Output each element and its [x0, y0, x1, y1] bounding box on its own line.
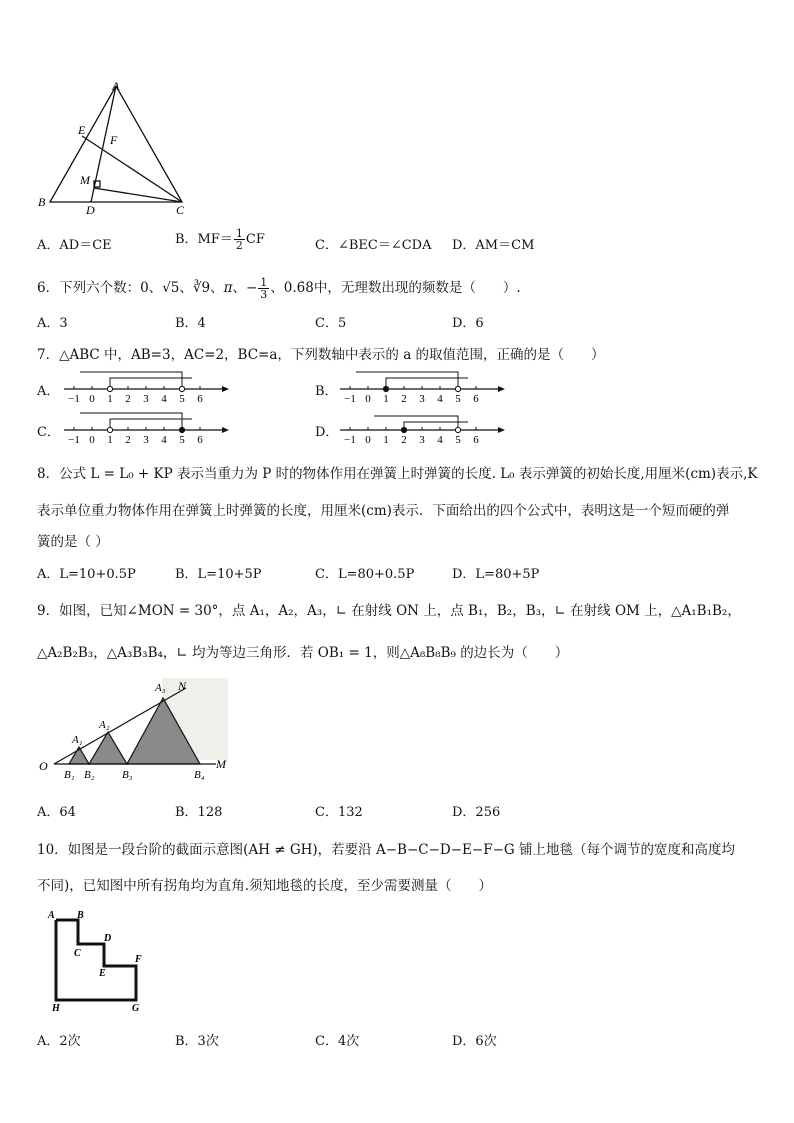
- q6-cbrt9: ∛9: [192, 280, 211, 296]
- fig9-label-b3: B₃: [122, 769, 133, 781]
- q9-option-c: C．132: [315, 805, 363, 820]
- q5-fraction-denominator: 2: [235, 239, 243, 252]
- fig9-label-a2: A₂: [99, 719, 110, 731]
- q6-neg: −: [245, 280, 258, 296]
- tick-label: 4: [161, 434, 167, 446]
- q6-stem-end: 中，无理数出现的频数是（ ）.: [313, 280, 521, 296]
- fig9-label-m: M: [216, 757, 226, 771]
- q8-option-b: B．L=10+5P: [175, 567, 262, 582]
- q5-option-b-prefix: B．MF＝: [175, 232, 233, 247]
- fig10-label-d: D: [104, 933, 112, 944]
- q10-option-d: D．6次: [452, 1034, 497, 1049]
- fig5-label-a: A: [112, 79, 120, 93]
- q6-option-b: B．4: [175, 316, 206, 331]
- tick-label: 5: [455, 393, 461, 405]
- q9-option-a: A．64: [37, 805, 76, 820]
- tick-label: 0: [365, 434, 371, 446]
- fig9-label-a3: A₃: [155, 682, 166, 694]
- tick-label: −1: [68, 393, 80, 405]
- q7-option-b-label: B．: [315, 384, 338, 399]
- fig10-label-g: G: [132, 1003, 140, 1014]
- q6-sep: 、: [210, 280, 224, 296]
- q7-axis-c: [64, 413, 229, 446]
- q9-triangles-figure: [36, 676, 236, 786]
- q7-axis-b: [340, 372, 505, 405]
- q10-option-b: B．3次: [175, 1034, 219, 1049]
- fig10-label-b: B: [77, 910, 84, 921]
- tick-label: 3: [419, 393, 425, 405]
- tick-label: 0: [89, 393, 95, 405]
- tick-label: 1: [383, 434, 389, 446]
- tick-label: 2: [401, 393, 407, 405]
- tick-label: 2: [125, 434, 131, 446]
- axis-arrow: [222, 386, 229, 392]
- q5-option-b-suffix: CF: [245, 232, 265, 247]
- tick-label: 5: [179, 434, 185, 446]
- tick-label: 2: [125, 393, 131, 405]
- q6-sep: 、: [179, 280, 193, 296]
- open-endpoint: [179, 386, 184, 391]
- q9-line-2: △A₂B₂B₃，△A₃B₃B₄，∟ 均为等边三角形．若 OB₁ = 1，则△A₈B₈B₉ 的边长为（ ）: [37, 645, 569, 661]
- tick-label: 1: [383, 393, 389, 405]
- axis-arrow: [222, 427, 229, 433]
- tick-label: 4: [437, 434, 443, 446]
- fig10-label-c: C: [74, 948, 81, 959]
- fig5-label-d: D: [86, 203, 95, 216]
- range-bracket-right: [80, 372, 182, 389]
- tick-label: −1: [344, 434, 356, 446]
- tick-label: 5: [455, 434, 461, 446]
- q7-numberline-c: [62, 410, 232, 450]
- tick-label: 3: [143, 393, 149, 405]
- tick-label: 2: [401, 434, 407, 446]
- q5-option-b-fraction: [234, 228, 245, 251]
- fig5-label-e: E: [78, 123, 86, 137]
- q7-numberline-b: [338, 369, 508, 409]
- q6-pi: π: [223, 280, 233, 296]
- tick-label: 3: [143, 434, 149, 446]
- q8-option-c: C．L=80+0.5P: [315, 567, 415, 582]
- tick-label: −1: [344, 393, 356, 405]
- tick-label: 5: [179, 393, 185, 405]
- q6-option-a: A．3: [37, 316, 68, 331]
- fig5-label-c: C: [176, 203, 185, 216]
- q5-option-c: C．∠BEC＝∠CDA: [315, 238, 432, 253]
- fig9-label-b4: B₄: [194, 769, 205, 781]
- q8-line-2: 表示单位重力物体作用在弹簧上时弹簧的长度，用厘米(cm)表示．下面给出的四个公式中，表明这是一个短而硬的弹: [37, 503, 730, 519]
- fig9-label-a1: A₁: [72, 734, 83, 746]
- tick-label: 6: [473, 434, 479, 446]
- range-bracket-right: [374, 416, 458, 430]
- fig10-label-h: H: [52, 1003, 60, 1014]
- q7-stem: 7．△ABC 中，AB=3，AC=2，BC=a，下列数轴中表示的 a 的取值范围，正确的是（ ）: [37, 347, 605, 363]
- tick-label: 1: [107, 393, 113, 405]
- axis-arrow: [498, 386, 505, 392]
- q7-option-d-label: D．: [315, 425, 339, 440]
- q8-line-1: 8．公式 L = L₀ + KP 表示当重力为 P 时的物体作用在弹簧上时弹簧的长度. L₀ 表示弹簧的初始长度,用厘米(cm)表示,K: [37, 466, 758, 482]
- closed-endpoint: [179, 427, 184, 432]
- q6-repeating-decimal: 0.6̇8: [283, 280, 314, 296]
- fig9-label-n: N: [178, 679, 187, 693]
- fig10-label-e: E: [99, 968, 106, 979]
- range-bracket-right: [80, 413, 182, 430]
- q8-option-a: A．L=10+0.5P: [37, 567, 136, 582]
- q5-fraction-numerator: 1: [235, 227, 243, 240]
- fig5-label-m: M: [80, 173, 90, 187]
- tick-label: 1: [107, 434, 113, 446]
- fig10-label-a: A: [48, 910, 55, 921]
- q7-numberline-a: [62, 369, 232, 409]
- q6-sep: 、: [232, 280, 246, 296]
- q6-stem-start: 6．下列六个数：0、: [37, 280, 163, 296]
- q10-option-a: A．2次: [37, 1034, 81, 1049]
- q6-fraction-denominator: 3: [260, 288, 268, 301]
- open-endpoint: [107, 427, 112, 432]
- q6-sqrt5: √5: [162, 280, 180, 296]
- tick-label: 4: [161, 393, 167, 405]
- range-bracket-right: [356, 372, 458, 389]
- q9-option-b: B．128: [175, 805, 223, 820]
- fig9-label-b2: B₂: [84, 769, 95, 781]
- q6-option-c: C．5: [315, 316, 347, 331]
- q7-axis-a: [64, 372, 229, 405]
- q6-fraction-numerator: 1: [260, 276, 268, 289]
- fig9-label-b1: B₁: [64, 769, 75, 781]
- tick-label: 3: [419, 434, 425, 446]
- q9-option-d: D．256: [452, 805, 501, 820]
- q5-triangle-figure: [34, 78, 194, 216]
- tick-label: 6: [197, 434, 203, 446]
- q7-option-c-label: C．: [37, 425, 60, 440]
- q10-line-1: 10．如图是一段台阶的截面示意图(AH ≠ GH)，若要沿 A−B−C−D−E−F−G 铺上地毯（每个调节的宽度和高度均: [37, 842, 735, 858]
- tick-label: 0: [365, 393, 371, 405]
- tick-label: −1: [68, 434, 80, 446]
- open-endpoint: [107, 386, 112, 391]
- open-endpoint: [455, 386, 460, 391]
- q5-option-b: [175, 228, 265, 251]
- q10-option-c: C．4次: [315, 1034, 360, 1049]
- tick-label: 0: [89, 434, 95, 446]
- q10-stairs-figure: [44, 904, 164, 1016]
- fig5-label-f: F: [110, 133, 118, 147]
- q6-stem: [37, 276, 521, 300]
- q6-sep: 、: [270, 280, 284, 296]
- q10-line-2: 不同)，已知图中所有拐角均为直角.须知地毯的长度，至少需要测量（ ）: [37, 878, 493, 894]
- q5-option-a: A．AD＝CE: [37, 238, 112, 253]
- closed-endpoint: [383, 386, 388, 391]
- tick-label: 6: [197, 393, 203, 405]
- q5-option-d: D．AM＝CM: [452, 238, 535, 253]
- q6-option-d: D．6: [452, 316, 484, 331]
- q6-fraction: [258, 277, 269, 300]
- q7-numberline-d: [338, 410, 508, 450]
- fig9-label-o: O: [39, 759, 48, 773]
- tick-label: 6: [473, 393, 479, 405]
- q7-axis-d: [340, 416, 505, 446]
- q8-option-d: D．L=80+5P: [452, 567, 540, 582]
- fig10-label-f: F: [135, 954, 142, 965]
- q7-option-a-label: A．: [37, 384, 60, 399]
- closed-endpoint: [401, 427, 406, 432]
- open-endpoint: [455, 427, 460, 432]
- fig5-label-b: B: [38, 195, 46, 209]
- tick-label: 4: [437, 393, 443, 405]
- axis-arrow: [498, 427, 505, 433]
- q8-line-3: 簧的是（ ）: [37, 534, 109, 550]
- q9-line-1: 9．如图，已知∠MON = 30°，点 A₁，A₂，A₃，∟ 在射线 ON 上，点 B₁，B₂，B₃，∟ 在射线 OM 上，△A₁B₁B₂，: [37, 603, 741, 619]
